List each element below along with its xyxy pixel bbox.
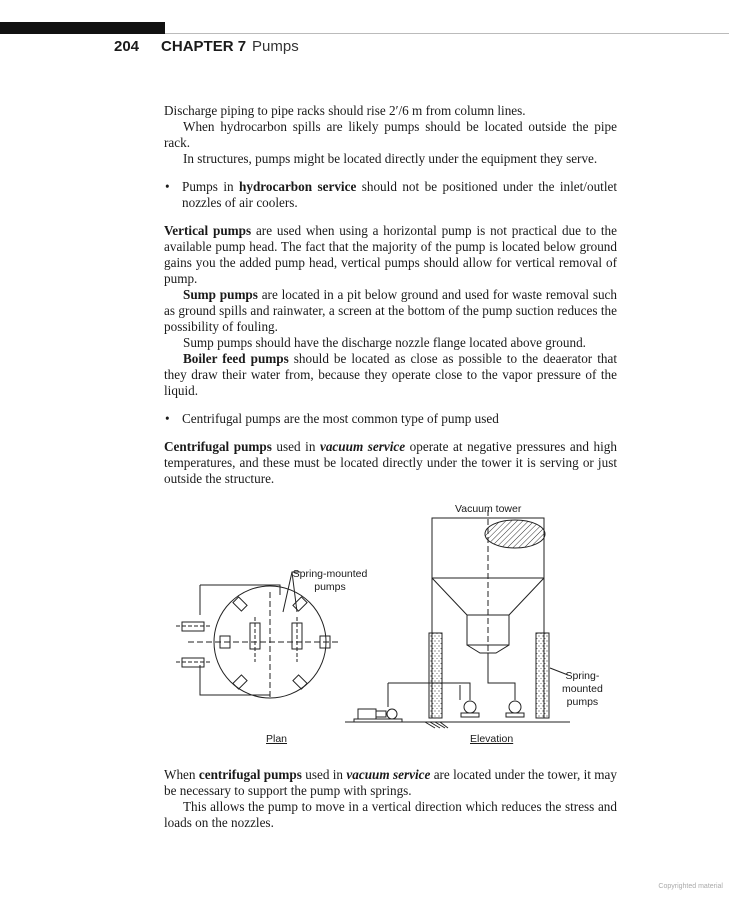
copyright-notice: Copyrighted material xyxy=(658,883,723,890)
spring-mounted-elev-label: Spring- mounted pumps xyxy=(562,670,603,708)
bullet-item: • Centrifugal pumps are the most common type of pump used xyxy=(165,411,499,426)
bold-term: hydrocarbon service xyxy=(239,179,357,194)
page-header xyxy=(114,38,299,55)
figure-drawing xyxy=(170,500,590,750)
bold-term: Boiler feed pumps xyxy=(183,351,289,366)
elevation-caption: Elevation xyxy=(470,733,514,745)
paragraph: Centrifugal pumps used in vacuum service operate at negative pressures and high temperatures, and these must be located directly under the tower it is serving or just outside the structure. xyxy=(164,439,617,486)
concrete-column xyxy=(536,633,549,718)
bold-italic-term: vacuum service xyxy=(346,767,431,782)
bold-term: Sump pumps xyxy=(183,287,258,302)
bullet-dot: • xyxy=(165,179,170,194)
paragraph: Vertical pumps are used when using a horizontal pump is not practical due to the available pump head. The fact that the majority of the pump is located below ground gains you the added pump head, vertical pumps should allow for vertical removal of pump. xyxy=(164,223,617,286)
paragraph: In structures, pumps might be located directly under the equipment they serve. xyxy=(183,151,598,166)
page-number: 204 xyxy=(114,38,140,55)
chapter-label: CHAPTER 7 xyxy=(161,38,247,55)
elevation-view xyxy=(345,510,570,728)
paragraph: Sump pumps should have the discharge nozzle flange located above ground. xyxy=(183,335,586,350)
header-bar xyxy=(0,22,165,34)
bullet-dot: • xyxy=(165,411,170,426)
tower-hatch xyxy=(485,520,545,548)
bullet-item: • Pumps in hydrocarbon service should not be positioned under the inlet/outlet nozzles of air coolers. xyxy=(165,179,618,210)
paragraph: Sump pumps are located in a pit below ground and used for waste removal such as ground spills and rainwater, a screen at the bottom of the pump suction reduces the possibility of fouling. xyxy=(164,287,617,334)
paragraph: Discharge piping to pipe racks should rise 2′/6 m from column lines. xyxy=(164,103,526,118)
bold-term: Vertical pumps xyxy=(164,223,252,238)
paragraph: This allows the pump to move in a vertical direction which reduces the stress and loads on the nozzles. xyxy=(164,799,617,830)
plan-caption: Plan xyxy=(266,733,288,745)
paragraph: When hydrocarbon spills are likely pumps should be located outside the pipe rack. xyxy=(164,119,617,150)
bold-term: centrifugal pumps xyxy=(198,767,302,782)
paragraph: When centrifugal pumps used in vacuum service are located under the tower, it may be necessary to support the pump with springs. xyxy=(164,767,617,798)
pump-elev xyxy=(509,701,521,713)
paragraph: Boiler feed pumps should be located as close as possible to the deaerator that they draw their water from, because they operate close to the vapor pressure of the liquid. xyxy=(164,351,617,398)
bold-term: Centrifugal pumps xyxy=(164,439,272,454)
body-text-lower xyxy=(164,767,617,831)
header-rule xyxy=(165,33,729,34)
pump-layout-figure xyxy=(170,500,603,750)
chapter-title: Pumps xyxy=(252,38,299,55)
body-text xyxy=(164,103,617,487)
vacuum-tower-label: Vacuum tower xyxy=(455,503,522,515)
concrete-column xyxy=(429,633,442,718)
spring-mounted-plan-label: Spring-mounted pumps xyxy=(292,568,368,593)
motor xyxy=(358,709,376,719)
bold-italic-term: vacuum service xyxy=(319,439,406,454)
pump-elev xyxy=(464,701,476,713)
